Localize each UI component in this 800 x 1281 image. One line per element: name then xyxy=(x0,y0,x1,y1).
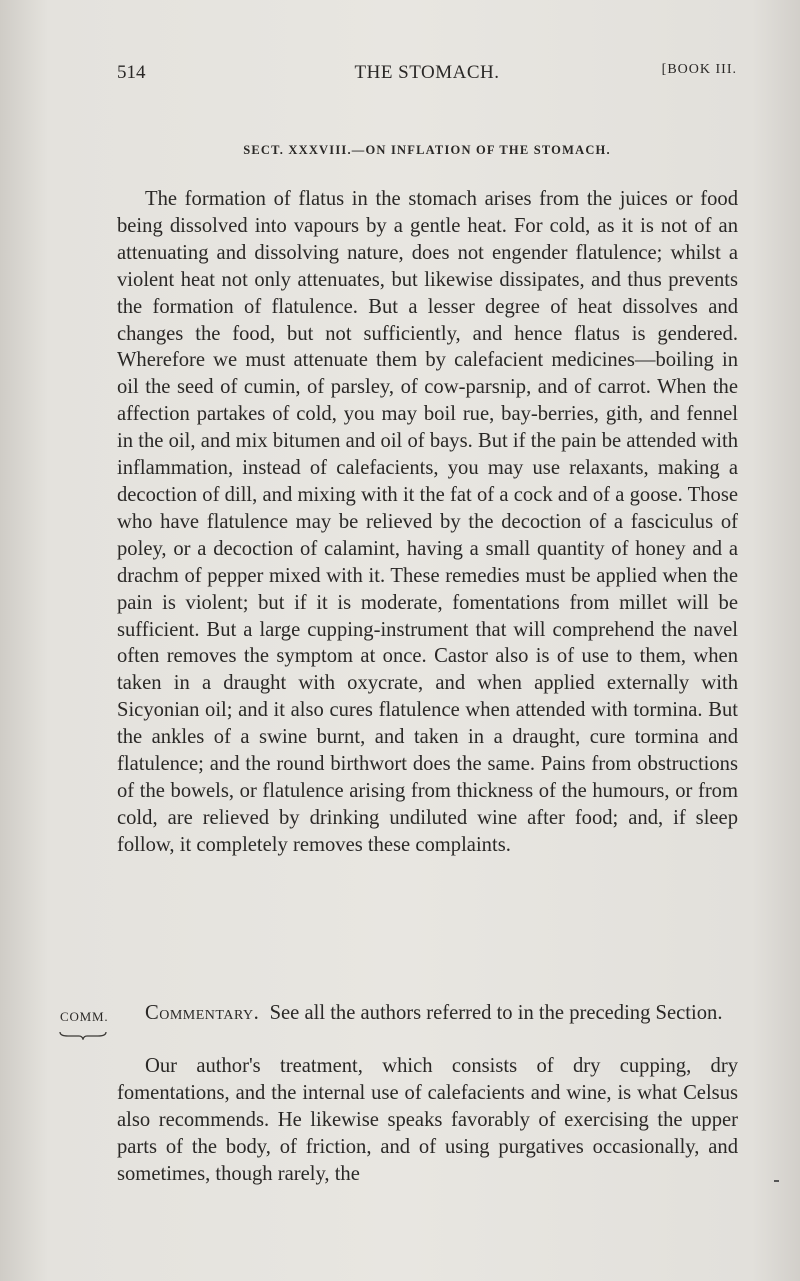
main-paragraph: The formation of flatus in the stomach arises from the juices or food being dissolved into vapours by a gentle heat. For cold, as it is not of an attenuating and dissolving nature, does not engender flatulence; whilst a violent heat not only attenuates, but likewise dissipates, and thus prevents the formation of flatulence. But a lesser degree of heat dissolves and changes the food, but not sufficiently, and hence flatus is gendered. Wherefore we must attenuate them by calefacient medicines—boiling in oil the seed of cumin, of parsley, of cow-parsnip, and of carrot. When the affection partakes of cold, you may boil rue, bay-berries, gith, and fennel in the oil, and mix bitumen and oil of bays. But if the pain be attended with inflammation, instead of calefacients, you may use relaxants, making a decoction of dill, and mixing with it the fat of a cock and of a goose. Those who have flatulence may be relieved by the decoction of a fasciculus of poley, or a decoction of calamint, having a small quantity of honey and a drachm of pepper mixed with it. These remedies must be applied when the pain is violent; but if it is moderate, fomentations from millet will be sufficient. But a large cupping-instrument that will comprehend the navel often removes the symptom at once. Castor also is of use to them, when taken in a draught with oxycrate, and when applied externally with Sicyonian oil; and it also cures flatulence when attended with tormina. But the ankles of a swine burnt, and taken in a draught, cure tormina and flatulence; and the round birthwort does the same. Pains from obstructions of the bowels, or flatulence arising from thickness of the humours, or from cold, are relieved by drinking undiluted wine after food; and, if sleep follow, it completely removes these complaints. xyxy=(117,188,738,856)
margin-note: COMM. xyxy=(60,1009,109,1024)
book-marker: [BOOK III. xyxy=(661,62,737,77)
margin-brace-icon xyxy=(58,1030,108,1040)
page-number: 514 xyxy=(117,62,146,83)
commentary-paragraph xyxy=(117,1000,738,1027)
closing-paragraph: Our author's treatment, which consists of dry cupping, dry fomentations, and the internal use of calefacients and wine, is what Celsus also recommends. He likewise speaks favorably of exercising the upper parts of the body, of friction, and of using purgatives occasionally, and sometimes, though rarely, the xyxy=(117,1055,738,1185)
page-header xyxy=(117,62,737,92)
section-heading: SECT. XXXVIII.—ON INFLATION OF THE STOMACH. xyxy=(243,143,611,157)
commentary-text: See all the authors referred to in the preceding Section. xyxy=(269,1002,723,1024)
stray-mark xyxy=(774,1180,779,1182)
commentary-label: Commentary. xyxy=(145,1002,260,1024)
running-title: THE STOMACH. xyxy=(354,62,500,83)
